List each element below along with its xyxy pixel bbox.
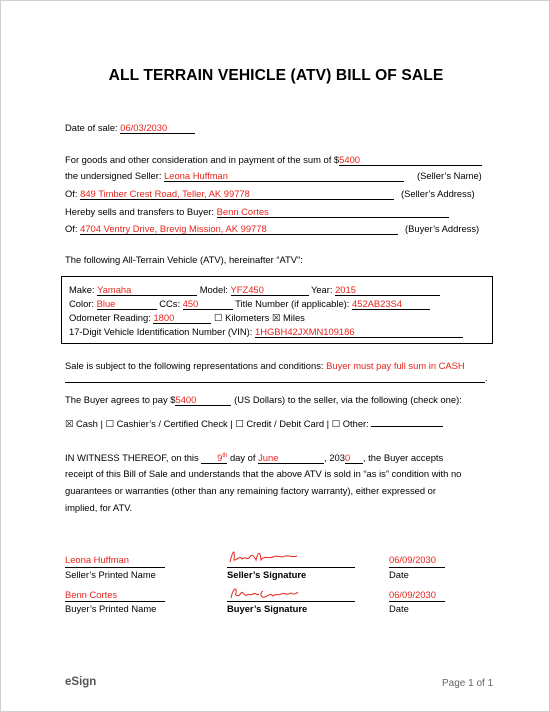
conditions-continuation-line[interactable]: [65, 382, 485, 383]
esign-logo: eSign: [65, 676, 97, 688]
witness-day: 9: [217, 452, 223, 464]
witness-year-field[interactable]: [345, 452, 363, 464]
witness-line-4: implied, for ATV.: [65, 502, 133, 513]
title-number-field[interactable]: [352, 298, 430, 310]
ccs-label: CCs:: [159, 298, 181, 309]
credit-card-label: Credit / Debit Card |: [246, 418, 330, 429]
seller-signature-image[interactable]: [227, 546, 299, 566]
buyer-address-field[interactable]: [80, 223, 398, 235]
cash-checkbox[interactable]: ☒: [65, 418, 74, 429]
witness-year-prefix: 203: [329, 452, 345, 464]
atv-odometer-line: [69, 312, 305, 324]
year-value: 2015: [335, 284, 356, 295]
buyer-label: Hereby sells and transfers to Buyer:: [65, 206, 215, 217]
miles-label: Miles: [282, 312, 305, 323]
page-number: Page 1 of 1: [442, 678, 494, 689]
vin-value: 1HGBH42JXMN109186: [255, 326, 355, 337]
buyer-name: Benn Cortes: [216, 206, 269, 217]
consideration-amount-field[interactable]: [339, 154, 482, 166]
ccs-value: 450: [182, 298, 199, 309]
certified-check-label: Cashier’s / Certified Check |: [116, 418, 233, 429]
date-of-sale-label: Date of sale:: [65, 122, 118, 133]
vin-label: 17-Digit Vehicle Identification Number (VIN):: [69, 326, 253, 337]
witness-month-field[interactable]: [258, 452, 324, 464]
kilometers-label: Kilometers: [225, 312, 270, 323]
payment-amount: 5400: [175, 394, 197, 405]
make-value: Yamaha: [97, 284, 132, 295]
ccs-field[interactable]: [183, 298, 233, 310]
payment-prefix: The Buyer agrees to pay $: [65, 394, 176, 405]
witness-line-2: receipt of this Bill of Sale and understands that the above ATV is sold in “as is” condition with no: [65, 468, 462, 479]
atv-color-line: [69, 298, 430, 310]
consideration-amount: 5400: [339, 154, 360, 165]
other-checkbox[interactable]: ☐: [331, 418, 341, 429]
odometer-field[interactable]: [153, 312, 211, 324]
conditions-line: [65, 360, 465, 372]
buyer-name-field[interactable]: [217, 206, 449, 218]
odometer-value: 1800: [153, 312, 175, 323]
document-page: ALL TERRAIN VEHICLE (ATV) BILL OF SALE Date of sale: 06/03/2030 For goods and other consideration and in payment of the sum of $5400 the undersigned Seller: Leona Huffman (Seller’s Name) Of: 849 Timber Crest Road, Teller, AK 99778 (Seller’s Address) Hereby sells and transfers to Buyer: Benn Cortes Of: 4704 Ventry Drive, Brevig Mission, AK 99778 (Buyer’s Address) The following All-Terrain Vehicle (ATV), hereinafter “ATV”: Make: Yamaha Model: YFZ450 Year: 2015 Color: Blue CCs: 450 Title Number (if applicable): 452AB23S4 Odometer Reading: 1800 ☐ Kilometers ☒ Miles 17-Digit Vehicle Identification Number (VIN): 1HGBH42JXMN109186 Sale is subject to the following representations and conditions: Buyer must pay full sum in CASH . The Buyer agrees to pay $5400 (US Dollars) to the seller, via the following (check one): ☒ Cash | ☐ Cashier’s / Certified Check | ☐ Credit / Debit Card | ☐ Other: IN WITNESS THEREOF, on this 9th day of June , 2030 , the Buyer accepts receipt of this Bill of Sale and understands that the above ATV is sold in “as is” condition with no guarantees or warranties (other than any remaining factory warranty), either expressed or implied, for ATV. Leona Huffman Seller’s Printed Name Seller’s Signature 06/09/2030 Date Benn Cortes Buyer’s Printed Name Buyer’s Signature 06/09/2030 Date eSign Page 1 of 1: [0, 0, 550, 712]
seller-address-suffix: (Seller’s Address): [401, 188, 475, 199]
consideration-prefix: For goods and other consideration and in payment of the sum of $: [65, 154, 340, 165]
buyer-of-label: Of:: [65, 223, 78, 234]
odometer-label: Odometer Reading:: [69, 312, 151, 323]
seller-address-field[interactable]: [80, 188, 394, 200]
consideration-line: [65, 154, 482, 166]
atv-make-line: [69, 284, 440, 296]
buyer-printed-name[interactable]: Benn Cortes: [65, 589, 118, 600]
title-number-value: 452AB23S4: [352, 298, 403, 309]
witness-day-field[interactable]: [201, 451, 227, 464]
buyer-name-line: [65, 206, 449, 218]
buyer-date-label: Date: [389, 603, 409, 614]
seller-name: Leona Huffman: [164, 170, 228, 181]
atv-intro: The following All-Terrain Vehicle (ATV), hereinafter “ATV”:: [65, 254, 303, 265]
buyer-address-line: [65, 223, 398, 235]
make-label: Make:: [69, 284, 95, 295]
witness-part-1: IN WITNESS THEREOF, on this: [65, 452, 199, 464]
seller-name-field[interactable]: [164, 170, 404, 182]
model-field[interactable]: [231, 284, 309, 296]
payment-line: [65, 394, 462, 406]
witness-line-3: guarantees or warranties (other than any remaining factory warranty), either expressed or: [65, 485, 437, 496]
seller-date[interactable]: 06/09/2030: [389, 554, 436, 565]
model-value: YFZ450: [230, 284, 264, 295]
seller-date-label: Date: [389, 569, 409, 580]
other-label: Other:: [342, 418, 369, 429]
seller-signature-label: Seller’s Signature: [227, 569, 307, 580]
color-value: Blue: [96, 298, 116, 309]
date-of-sale-field[interactable]: [120, 122, 195, 134]
conditions-value[interactable]: Buyer must pay full sum in CASH: [326, 360, 465, 371]
document-title: ALL TERRAIN VEHICLE (ATV) BILL OF SALE: [108, 67, 444, 84]
seller-signature-stroke: [230, 552, 297, 562]
payment-suffix: (US Dollars) to the seller, via the following (check one):: [234, 394, 462, 405]
year-field[interactable]: [335, 284, 440, 296]
seller-printed-name-label: Seller’s Printed Name: [65, 569, 156, 580]
witness-year-digit: 0: [344, 452, 351, 464]
title-number-label: Title Number (if applicable):: [235, 298, 350, 309]
witness-day-suffix: th: [222, 453, 228, 459]
date-of-sale-line: [65, 122, 195, 134]
conditions-label: Sale is subject to the following representations and conditions:: [65, 360, 324, 371]
seller-of-label: Of:: [65, 188, 78, 199]
kilometers-checkbox[interactable]: ☐: [214, 312, 223, 323]
year-label: Year:: [310, 284, 333, 295]
other-field[interactable]: [371, 426, 443, 427]
seller-address: 849 Timber Crest Road, Teller, AK 99778: [80, 188, 250, 199]
buyer-signature-label: Buyer’s Signature: [227, 603, 308, 614]
vin-field[interactable]: [255, 326, 463, 338]
date-of-sale-value: 06/03/2030: [120, 122, 168, 133]
witness-line-1: IN WITNESS THEREOF, on this 9th day of June , 2030 , the Buyer accepts: [65, 452, 444, 464]
witness-part-3: , the Buyer accepts: [362, 452, 444, 464]
buyer-signature-stroke: [231, 589, 298, 598]
color-label: Color:: [69, 298, 95, 309]
seller-printed-name[interactable]: Leona Huffman: [65, 554, 129, 565]
buyer-signature-image[interactable]: [227, 583, 299, 603]
buyer-address-suffix: (Buyer’s Address): [405, 223, 480, 234]
buyer-printed-name-label: Buyer’s Printed Name: [65, 603, 157, 614]
miles-checkbox[interactable]: ☒: [271, 312, 281, 323]
make-field[interactable]: [97, 284, 197, 296]
buyer-address: 4704 Ventry Drive, Brevig Mission, AK 99778: [80, 223, 267, 234]
payment-amount-field[interactable]: [175, 394, 231, 406]
seller-label: the undersigned Seller:: [65, 170, 162, 181]
certified-check-checkbox[interactable]: ☐: [105, 418, 114, 429]
buyer-date[interactable]: 06/09/2030: [389, 589, 436, 600]
credit-card-checkbox[interactable]: ☐: [235, 418, 244, 429]
payment-methods: [65, 418, 443, 430]
seller-address-line: [65, 188, 394, 200]
color-field[interactable]: [97, 298, 157, 310]
witness-part-2: day of: [229, 452, 256, 464]
cash-label: Cash |: [76, 418, 103, 429]
atv-vin-line: [69, 326, 463, 338]
witness-month: June: [258, 452, 279, 464]
model-label: Model:: [199, 284, 228, 295]
seller-name-line: [65, 170, 404, 182]
seller-name-suffix: (Seller’s Name): [417, 170, 482, 181]
